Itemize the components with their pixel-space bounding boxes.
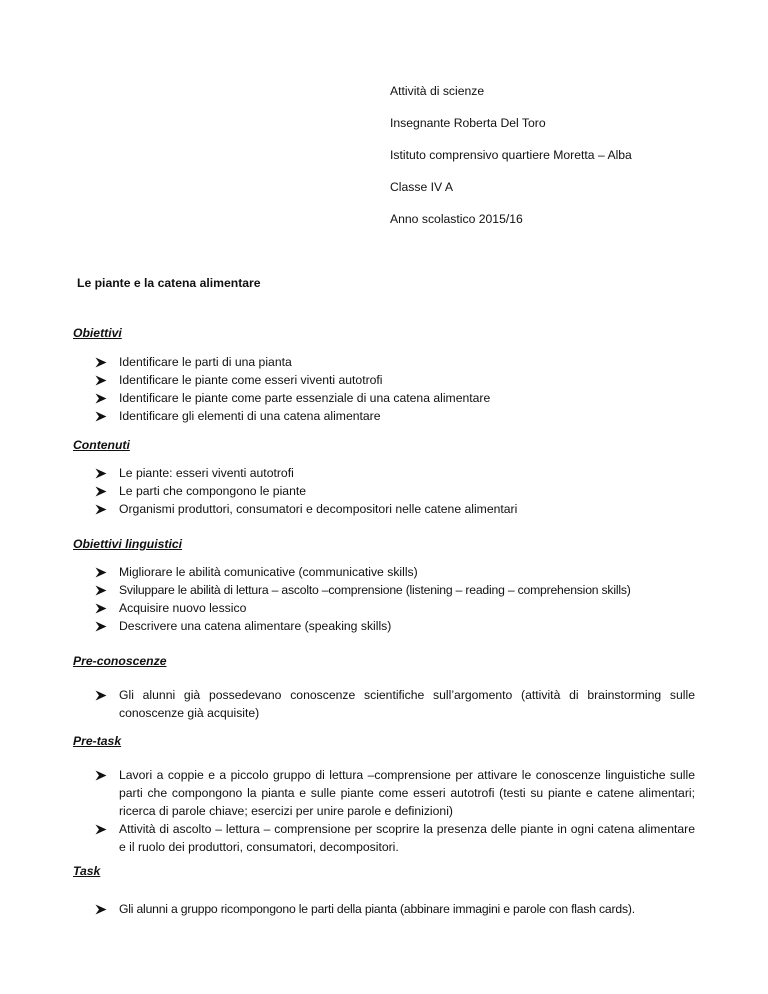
list-item: Le parti che compongono le piante [95, 482, 695, 500]
list-item: Identificare le piante come parte essenziale di una catena alimentare [95, 389, 695, 407]
list-item: Attività di ascolto – lettura – comprensione per scoprire la presenza delle piante in ogni catena alimentare e il ruolo dei produttori, consumatori, decompositori. [95, 820, 695, 856]
list-obiettivi [95, 353, 695, 425]
header-teacher: Insegnante Roberta Del Toro [390, 116, 546, 130]
list-obiettivi-linguistici [95, 563, 715, 635]
list-item: Le piante: esseri viventi autotrofi [95, 464, 695, 482]
list-item: Sviluppare le abilità di lettura – ascolto –comprensione (listening – reading – comprehension skills) [95, 581, 715, 599]
header-activity: Attività di scienze [390, 84, 485, 98]
header-school-year: Anno scolastico 2015/16 [390, 212, 523, 226]
list-item: Gli alunni a gruppo ricompongono le parti della pianta (abbinare immagini e parole con flash cards). [95, 900, 715, 918]
arrow-bullet-icon [95, 766, 109, 784]
list-item: Identificare le piante come esseri viventi autotrofi [95, 371, 695, 389]
list-contenuti [95, 464, 695, 518]
heading-pre-task: Pre-task [73, 734, 122, 748]
list-item: Lavori a coppie e a piccolo gruppo di lettura –comprensione per attivare le conoscenze linguistiche sulle parti che compongono la pianta e sulle piante come esseri autotrofi (testi su piante e catene alimentari; ricerca di parole chiave; esercizi per unire parole e definizioni) [95, 766, 695, 820]
arrow-bullet-icon [95, 599, 109, 617]
arrow-bullet-icon [95, 563, 109, 581]
arrow-bullet-icon [95, 371, 109, 389]
arrow-bullet-icon [95, 407, 109, 425]
heading-contenuti: Contenuti [73, 438, 130, 452]
heading-obiettivi-linguistici: Obiettivi linguistici [73, 537, 183, 551]
heading-pre-conoscenze: Pre-conoscenze [73, 654, 167, 668]
list-item: Acquisire nuovo lessico [95, 599, 715, 617]
list-item: Descrivere una catena alimentare (speaking skills) [95, 617, 715, 635]
arrow-bullet-icon [95, 353, 109, 371]
list-item: Gli alunni già possedevano conoscenze scientifiche sull’argomento (attività di brainstorming sulle conoscenze già acquisite) [95, 686, 695, 722]
document-title: Le piante e la catena alimentare [77, 276, 261, 290]
list-item: Identificare gli elementi di una catena alimentare [95, 407, 695, 425]
arrow-bullet-icon [95, 389, 109, 407]
arrow-bullet-icon [95, 820, 109, 838]
heading-obiettivi: Obiettivi [73, 326, 122, 340]
list-item: Organismi produttori, consumatori e decompositori nelle catene alimentari [95, 500, 695, 518]
arrow-bullet-icon [95, 581, 109, 599]
list-task [95, 900, 715, 918]
arrow-bullet-icon [95, 900, 109, 918]
list-pre-task [95, 766, 695, 856]
heading-task: Task [73, 864, 101, 878]
arrow-bullet-icon [95, 482, 109, 500]
list-pre-conoscenze [95, 686, 695, 722]
list-item: Identificare le parti di una pianta [95, 353, 695, 371]
arrow-bullet-icon [95, 617, 109, 635]
arrow-bullet-icon [95, 500, 109, 518]
header-school: Istituto comprensivo quartiere Moretta – Alba [390, 148, 632, 162]
list-item: Migliorare le abilità comunicative (communicative skills) [95, 563, 715, 581]
header-class: Classe IV A [390, 180, 453, 194]
arrow-bullet-icon [95, 464, 109, 482]
arrow-bullet-icon [95, 686, 109, 704]
